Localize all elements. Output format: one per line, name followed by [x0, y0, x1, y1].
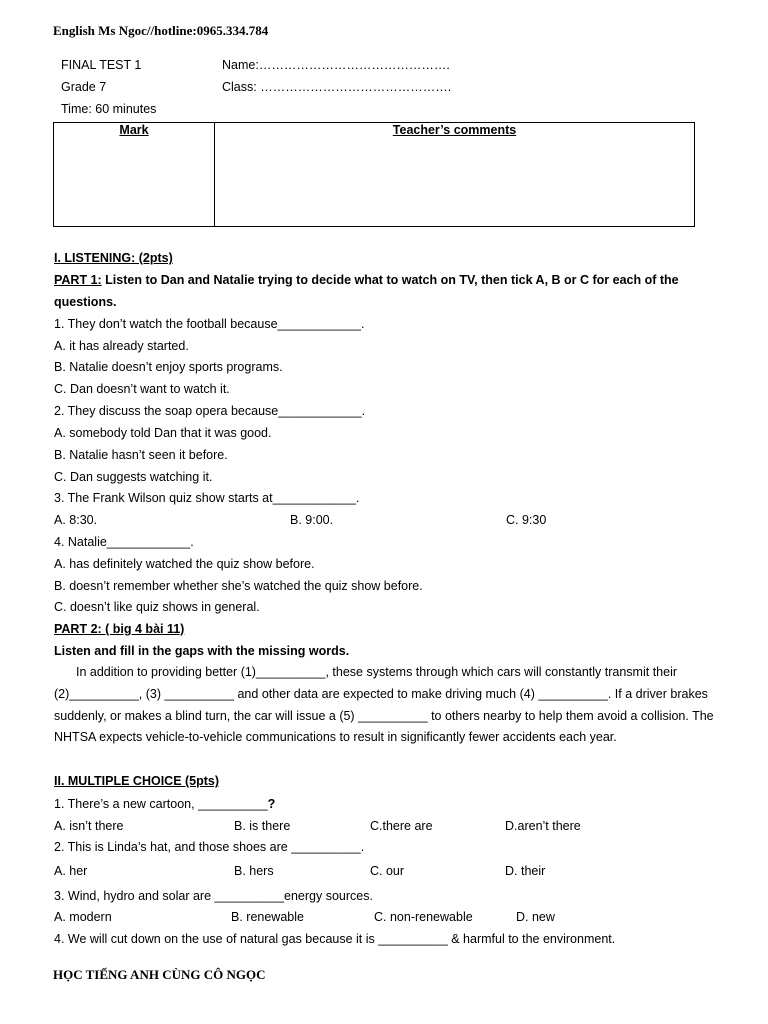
multiple-choice-heading: II. MULTIPLE CHOICE (5pts) — [54, 774, 220, 788]
listening-q2-option-a: A. somebody told Dan that it was good. — [54, 426, 272, 440]
listening-q1-option-a: A. it has already started. — [54, 339, 189, 353]
mc-q3-option-d: D. new — [516, 910, 555, 924]
mc-q2: 2. This is Linda’s hat, and those shoes are __________. — [54, 840, 365, 854]
listening-q3: 3. The Frank Wilson quiz show starts at____________. — [54, 491, 360, 505]
mark-header: Mark — [119, 123, 149, 137]
mark-cell — [54, 123, 215, 227]
comments-header: Teacher’s comments — [392, 123, 517, 137]
listening-q3-option-b: B. 9:00. — [290, 513, 334, 527]
mc-q1-text: 1. There’s a new cartoon, __________ — [54, 797, 268, 811]
mc-q3-option-b: B. renewable — [231, 910, 304, 924]
class-field: Class: ………………………………………. — [222, 80, 452, 94]
part2-label: PART 2: ( big 4 bài 11) — [54, 622, 185, 636]
grade-label: Grade 7 — [61, 80, 107, 94]
mc-q2-option-d: D. their — [505, 864, 546, 878]
listening-q2-option-b: B. Natalie hasn’t seen it before. — [54, 448, 228, 462]
listening-q3-option-a: A. 8:30. — [54, 513, 98, 527]
listening-q4-option-b: B. doesn’t remember whether she’s watched the quiz show before. — [54, 579, 423, 593]
mc-q2-option-a: A. her — [54, 864, 88, 878]
time-label: Time: 60 minutes — [61, 102, 157, 116]
listening-q4-option-c: C. doesn’t like quiz shows in general. — [54, 600, 260, 614]
listening-q2: 2. They discuss the soap opera because____________. — [54, 404, 366, 418]
listening-q2-option-c: C. Dan suggests watching it. — [54, 470, 213, 484]
part2-paragraph: In addition to providing better (1)__________, these systems through which cars will constantly transmit their (2)__________, (3) __________ and other data are expected to make driving much (4) __________. If a driver brakes suddenly, or makes a blind turn, the car will issue a (5) __________ to others nearby to help them avoid a collision. The NHTSA expects vehicle-to-vehicle communications to result in significantly fewer accidents each year. — [54, 665, 714, 745]
mc-q1-mark: ? — [267, 797, 276, 811]
listening-q1: 1. They don’t watch the football because____________. — [54, 317, 365, 331]
part1-instruction-text: Listen to Dan and Natalie trying to decide what to watch on TV, then tick A, B or C for each of the — [101, 273, 679, 287]
listening-q1-option-b: B. Natalie doesn’t enjoy sports programs. — [54, 360, 283, 374]
part1-label: PART 1: — [54, 273, 102, 287]
test-name: FINAL TEST 1 — [61, 58, 142, 72]
mc-q1-option-b: B. is there — [234, 819, 291, 833]
mc-q2-option-c: C. our — [370, 864, 405, 878]
mark-table — [53, 122, 695, 227]
mc-q4: 4. We will cut down on the use of natural gas because it is __________ & harmful to the environment. — [54, 932, 616, 946]
listening-q4: 4. Natalie____________. — [54, 535, 194, 549]
listening-q4-option-a: A. has definitely watched the quiz show before. — [54, 557, 315, 571]
listening-q3-option-c: C. 9:30 — [506, 513, 547, 527]
mc-q3: 3. Wind, hydro and solar are __________energy sources. — [54, 889, 373, 903]
part1-instruction-cont: questions. — [54, 295, 117, 309]
mc-q2-option-b: B. hers — [234, 864, 274, 878]
mc-q3-option-c: C. non-renewable — [374, 910, 473, 924]
part2-instruction: Listen and fill in the gaps with the missing words. — [54, 644, 350, 658]
footer-text: HỌC TIẾNG ANH CÙNG CÔ NGỌC — [53, 967, 266, 982]
comments-cell — [215, 123, 695, 227]
mc-q1-option-d: D.aren’t there — [505, 819, 581, 833]
mc-q3-option-a: A. modern — [54, 910, 112, 924]
name-field: Name:………………………………………. — [222, 58, 450, 72]
listening-q1-option-c: C. Dan doesn’t want to watch it. — [54, 382, 230, 396]
header-title: English Ms Ngoc//hotline:0965.334.784 — [53, 23, 269, 38]
listening-heading: I. LISTENING: (2pts) — [54, 251, 173, 265]
part1-instruction — [54, 273, 679, 287]
mc-q1 — [54, 797, 275, 811]
mc-q1-option-a: A. isn’t there — [54, 819, 124, 833]
mc-q1-option-c: C.there are — [370, 819, 433, 833]
